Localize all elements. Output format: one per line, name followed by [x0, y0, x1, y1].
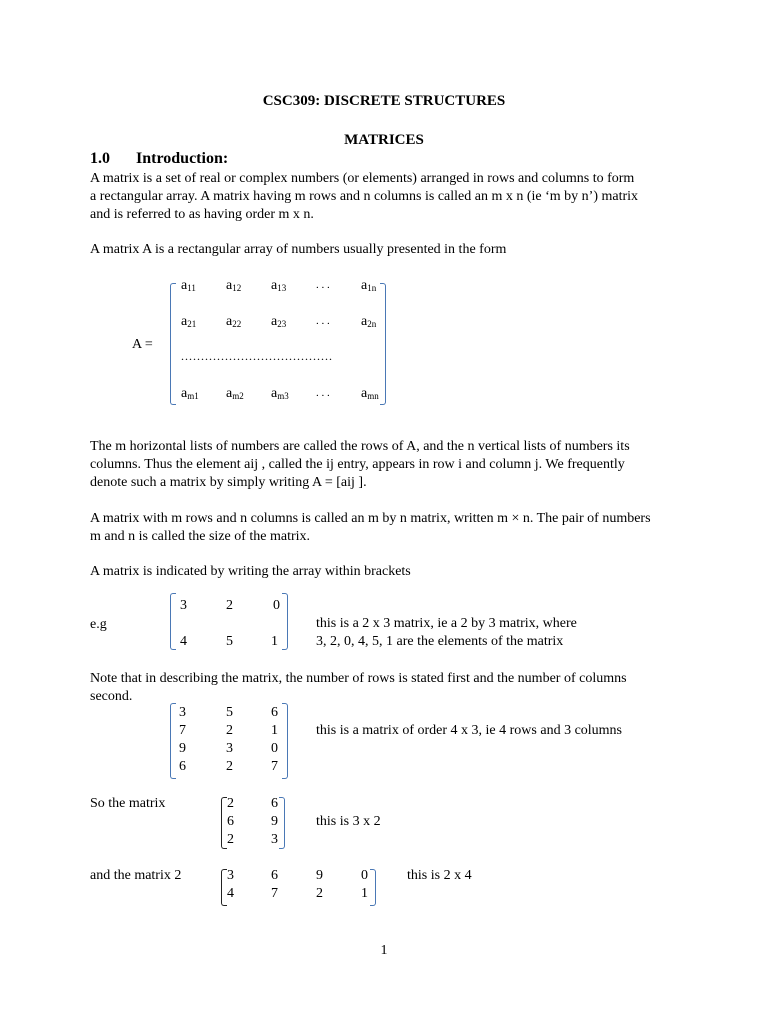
matrix-entry: $a_{12}$ [226, 278, 242, 293]
rows-paragraph [90, 438, 690, 492]
matrix-entry: 3 [180, 598, 187, 613]
matrix-entry: 9 [179, 741, 186, 756]
intro-line: a rectangular array. A matrix having m rows and n columns is called an m x n (ie ‘m by n’) matrix [90, 189, 639, 204]
matrix-entry: 3 [271, 832, 278, 847]
brackets-paragraph: A matrix is indicated by writing the array within brackets [90, 564, 411, 579]
example-description: this is a matrix of order 4 x 3, ie 4 rows and 3 columns [316, 723, 623, 738]
matrix-entry: 4 [227, 886, 234, 901]
size-line: A matrix with m rows and n columns is called an m by n matrix, written m × n. The pair of numbers [90, 511, 651, 526]
matrix-entry: 7 [271, 886, 278, 901]
matrix-entry: 1 [361, 886, 368, 901]
matrix-entry: $a_{2n}$ [361, 314, 377, 329]
matrix-entry: $a_{21}$ [181, 314, 197, 329]
note-line: second. [90, 689, 133, 704]
matrix-entry: 2 [316, 886, 323, 901]
matrix-entry: $a_{22}$ [226, 314, 242, 329]
rows-line: denote such a matrix by simply writing A = [aij ]. [90, 475, 367, 490]
right-bracket [282, 703, 288, 779]
matrix-entry: 3 [227, 868, 234, 883]
note-line: Note that in describing the matrix, the number of rows is stated first and the number of columns [90, 671, 627, 686]
matrix-entry: $a_{m1}$ [181, 386, 199, 401]
intro-line: and is referred to as having order m x n. [90, 207, 314, 222]
matrix-entry: 2 [226, 598, 233, 613]
note-paragraph [90, 670, 690, 706]
matrix-entry: 2 [226, 723, 233, 738]
matrix-ellipsis: . . . [316, 279, 330, 291]
matrix-entry: 1 [271, 634, 278, 649]
matrix-entry: 9 [316, 868, 323, 883]
right-bracket [282, 593, 288, 650]
example-label: and the matrix 2 [90, 868, 182, 883]
matrix-entry: 2 [226, 759, 233, 774]
matrix-entry: $a_{mn}$ [361, 386, 379, 401]
matrix-entry: 6 [271, 868, 278, 883]
matrix-entry: 3 [226, 741, 233, 756]
matrix-entry: 1 [271, 723, 278, 738]
example-description: this is 2 x 4 [407, 868, 472, 883]
matrix-entry: 3 [179, 705, 186, 720]
example-description: this is 3 x 2 [316, 814, 381, 829]
matrix-entry: 7 [179, 723, 186, 738]
rows-line: columns. Thus the element aij , called the ij entry, appears in row i and column j. We frequently [90, 457, 625, 472]
example-description: this is a 2 x 3 matrix, ie a 2 by 3 matrix, where [316, 616, 577, 631]
matrix-entry: 6 [271, 796, 278, 811]
right-bracket [370, 869, 376, 906]
matrix-entry: 9 [271, 814, 278, 829]
matrix-entry: 0 [271, 741, 278, 756]
left-bracket [170, 593, 176, 650]
matrix-entry: 5 [226, 634, 233, 649]
matrix-entry: 4 [180, 634, 187, 649]
matrix-ellipsis: . . . [316, 387, 330, 399]
intro-paragraph [90, 170, 690, 224]
size-paragraph [90, 510, 690, 546]
example-label: So the matrix [90, 796, 166, 811]
matrix-entry: $a_{1n}$ [361, 278, 377, 293]
matrix-entry: $a_{13}$ [271, 278, 287, 293]
right-bracket [380, 283, 386, 405]
section-number: 1.0 [90, 150, 110, 167]
matrix-entry: $a_{m2}$ [226, 386, 244, 401]
example-label: e.g [90, 617, 107, 632]
left-bracket [170, 283, 176, 405]
matrix-entry: 2 [227, 796, 234, 811]
matrix-entry: 2 [227, 832, 234, 847]
matrix-entry: $a_{m3}$ [271, 386, 289, 401]
matrix-dots-row: ...................................... [181, 349, 333, 363]
matrix-entry: $a_{11}$ [181, 278, 196, 293]
matrix-label: A = [132, 337, 153, 352]
matrix-entry: 6 [271, 705, 278, 720]
matrix-entry: $a_{23}$ [271, 314, 287, 329]
section-heading: Introduction: [136, 150, 229, 167]
matrix-entry: 5 [226, 705, 233, 720]
matrix-entry: 7 [271, 759, 278, 774]
matrix-entry: 0 [361, 868, 368, 883]
right-bracket [279, 797, 285, 849]
matrix-entry: 6 [179, 759, 186, 774]
size-line: m and n is called the size of the matrix. [90, 529, 311, 544]
example-description: 3, 2, 0, 4, 5, 1 are the elements of the matrix [316, 634, 564, 649]
page-subtitle: MATRICES [344, 132, 424, 148]
matrix-ellipsis: . . . [316, 315, 330, 327]
left-bracket [170, 703, 176, 779]
intro-line: A matrix is a set of real or complex numbers (or elements) arranged in rows and columns to form [90, 171, 635, 186]
rows-line: The m horizontal lists of numbers are called the rows of A, and the n vertical lists of numbers its [90, 439, 630, 454]
page-number: 1 [380, 943, 388, 958]
page-title: CSC309: DISCRETE STRUCTURES [262, 93, 506, 109]
rect-array-paragraph: A matrix A is a rectangular array of numbers usually presented in the form [90, 242, 507, 257]
matrix-entry: 6 [227, 814, 234, 829]
matrix-entry: 0 [273, 598, 280, 613]
